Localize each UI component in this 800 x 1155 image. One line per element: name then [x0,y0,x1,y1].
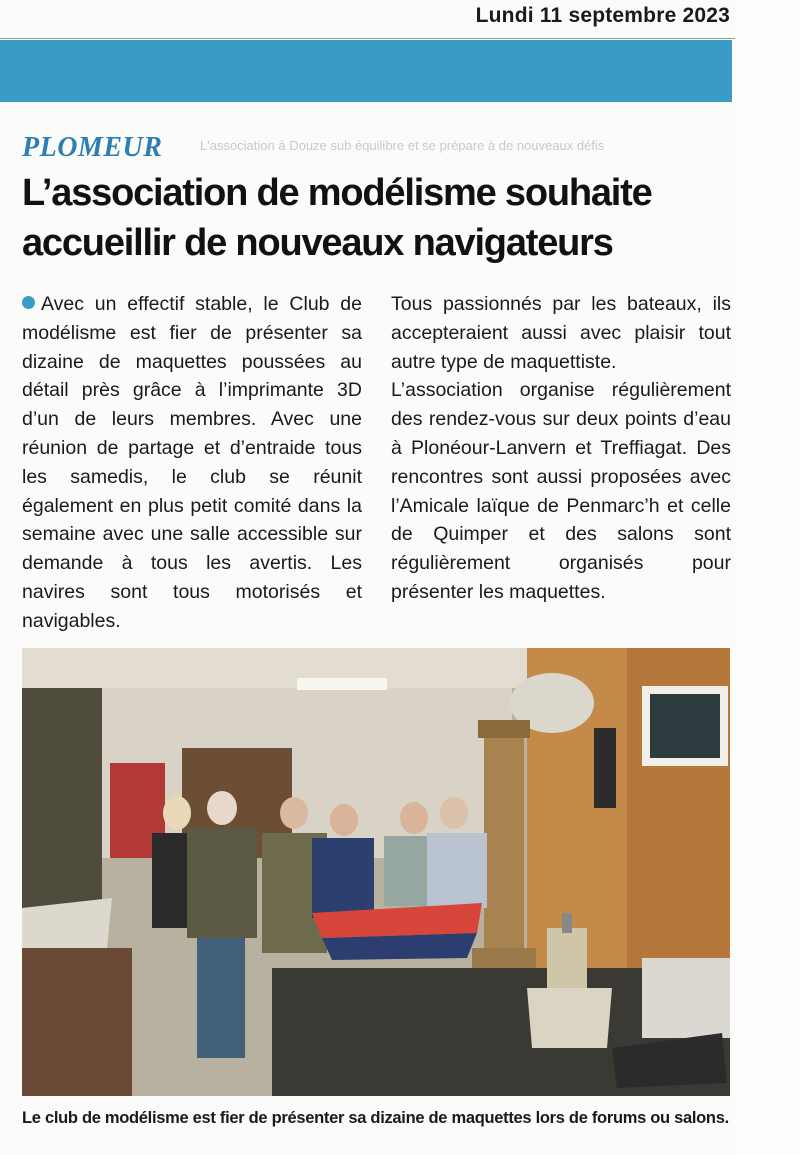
article-headline: L’association de modélisme souhaite accueillir de nouveaux navigateurs [22,172,652,264]
article-column-left [22,290,362,636]
bleed-through-text: L'association à Douze sub équilibre et se prépare à de nouveaux défis [200,138,605,153]
header-rule [0,38,800,39]
article-paragraph: L’association organise régulièrement des rendez-vous sur deux points d’eau à Plonéour-Lanvern et Treffiagat. Des rencontres sont aussi proposées avec l’Amicale laïque de Penmarc’h et celle de Quimper et des salons sont régulièrement organisés pour présenter les maquettes. [391,379,731,603]
photo-caption: Le club de modélisme est fier de présenter sa dizaine de maquettes lors de forums ou salons. [22,1109,729,1127]
bullet-dot-icon [22,296,35,309]
town-rubrique: PLOMEUR [22,132,163,163]
section-band [0,40,732,102]
article-paragraph: Tous passionnés par les bateaux, ils accepteraient aussi avec plaisir tout autre type de maquettiste. [391,293,731,373]
article-photo [22,648,730,1096]
article-column-right [391,290,731,607]
publication-date: Lundi 11 septembre 2023 [475,4,730,27]
photo-illustration [22,648,730,1096]
article-body-left: Avec un effectif stable, le Club de modélisme est fier de présenter sa dizaine de maquettes poussées au détail près grâce à l’imprimante 3D d’un de leurs membres. Avec une réunion de partage et d’entraide tous les samedis, le club se réunit également en plus petit comité dans la semaine avec une salle accessible sur demande à tous les avertis. Les navires sont tous motorisés et navigables. [22,293,362,632]
page-margin [735,0,800,1155]
